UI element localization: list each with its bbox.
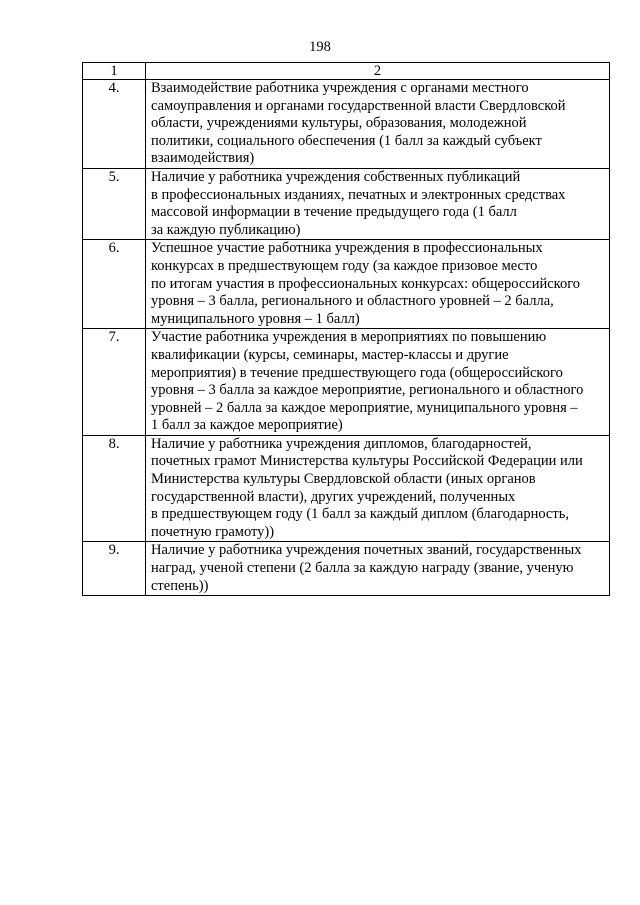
row-number: 7. <box>83 329 146 436</box>
text-line: мероприятия) в течение предшествующего года (общероссийского <box>151 364 563 381</box>
text-line: Министерства культуры Свердловской области (иных органов <box>151 471 536 488</box>
row-number: 8. <box>83 435 146 542</box>
table-row <box>83 168 610 239</box>
table-header-row <box>83 63 610 80</box>
table-row <box>83 240 610 329</box>
row-number: 6. <box>83 240 146 329</box>
text-line: уровней – 2 балла за каждое мероприятие, муниципального уровня – <box>151 399 578 416</box>
text-line: по итогам участия в профессиональных конкурсах: общероссийского <box>151 275 581 292</box>
text-line: конкурсах в предшествующем году (за каждое призовое место <box>151 257 538 274</box>
text-line: степень)) <box>151 577 209 594</box>
text-line: 1 балл за каждое мероприятие) <box>151 417 343 434</box>
text-line: политики, социального обеспечения (1 балл за каждый субъект <box>151 132 542 149</box>
text-line: квалификации (курсы, семинары, мастер-классы и другие <box>151 346 509 363</box>
text-line: Участие работника учреждения в мероприятиях по повышению <box>151 329 547 346</box>
text-line: Взаимодействие работника учреждения с органами местного <box>151 80 529 96</box>
table-row <box>83 542 610 596</box>
text-line: Наличие у работника учреждения почетных званий, государственных <box>151 542 582 559</box>
text-line: Наличие у работника учреждения собственных публикаций <box>151 168 521 185</box>
text-line: почетную грамоту)) <box>151 523 275 540</box>
row-number: 4. <box>83 80 146 169</box>
row-text <box>146 240 610 329</box>
text-line: уровня – 3 балла за каждое мероприятие, регионального и областного <box>151 382 584 399</box>
text-line: наград, ученой степени (2 балла за каждую награду (звание, ученую <box>151 560 574 577</box>
text-line: за каждую публикацию) <box>151 221 301 238</box>
text-line: в профессиональных изданиях, печатных и электронных средствах <box>151 186 566 203</box>
page-number: 198 <box>309 39 331 55</box>
text-line: Успешное участие работника учреждения в профессиональных <box>151 240 543 257</box>
text-line: муниципального уровня – 1 балл) <box>151 310 360 327</box>
text-line: взаимодействия) <box>151 150 255 167</box>
text-line: почетных грамот Министерства культуры Российской Федерации или <box>151 453 583 470</box>
row-number: 5. <box>83 168 146 239</box>
text-line: массовой информации в течение предыдущего года (1 балл <box>151 204 517 221</box>
text-line: государственной власти), других учреждений, полученных <box>151 488 516 505</box>
table-row <box>83 329 610 436</box>
text-line: области, учреждениями культуры, образования, молодежной <box>151 115 527 132</box>
row-text <box>146 542 610 596</box>
text-line: уровня – 3 балла, регионального и областного уровней – 2 балла, <box>151 293 554 310</box>
header-cell-number: 1 <box>83 63 146 80</box>
row-text <box>146 435 610 542</box>
text-line: самоуправления и органами государственной власти Свердловской <box>151 97 566 114</box>
row-text <box>146 80 610 169</box>
table-row <box>83 80 610 169</box>
row-text <box>146 168 610 239</box>
text-line: в предшествующем году (1 балл за каждый диплом (благодарность, <box>151 506 569 523</box>
criteria-table <box>82 62 610 596</box>
table-row <box>83 435 610 542</box>
row-number: 9. <box>83 542 146 596</box>
row-text <box>146 329 610 436</box>
text-line: Наличие у работника учреждения дипломов, благодарностей, <box>151 435 532 452</box>
header-cell-text: 2 <box>146 63 610 80</box>
